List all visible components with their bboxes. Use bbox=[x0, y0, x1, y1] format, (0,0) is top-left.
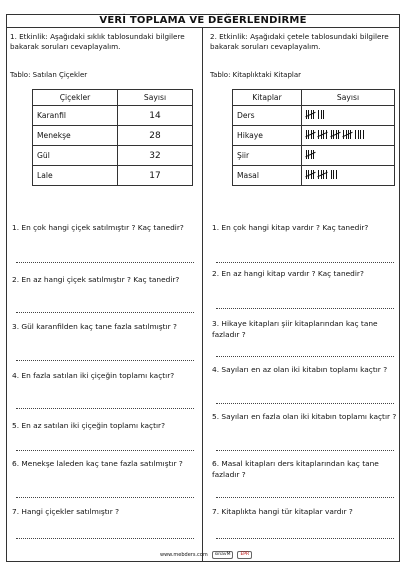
tally-group-set bbox=[306, 130, 364, 140]
tally-five bbox=[306, 110, 314, 119]
left-question-1: 1. En çok hangi çiçek satılmıştır ? Kaç tanedir? bbox=[12, 223, 184, 232]
page-title: VERİ TOPLAMA VE DEĞERLENDİRME bbox=[6, 14, 400, 28]
book-name: Şiir bbox=[233, 146, 302, 166]
tally-five bbox=[331, 130, 339, 139]
left-question-4: 4. En fazla satılan iki çiçeğin toplamı kaçtır? bbox=[12, 371, 175, 380]
tally-remainder bbox=[355, 130, 363, 139]
tally-five bbox=[306, 150, 314, 159]
answer-line bbox=[216, 262, 394, 263]
header-flowers: Çiçekler bbox=[33, 90, 118, 106]
right-column bbox=[210, 28, 400, 186]
left-question-2: 2. En az hangi çiçek satılmıştır ? Kaç tanedir? bbox=[12, 275, 180, 284]
right-question-7: 7. Kitaplıkta hangi tür kitaplar vardır ? bbox=[212, 507, 353, 516]
tally-five bbox=[306, 170, 314, 179]
left-intro: 1. Etkinlik: Aşağıdaki sıklık tablosundaki bilgilere bakarak soruları cevaplayalım. bbox=[10, 32, 185, 51]
book-name: Ders bbox=[233, 106, 302, 126]
right-question-1: 1. En çok hangi kitap vardır ? Kaç tanedir? bbox=[212, 223, 369, 232]
table-row bbox=[33, 126, 193, 146]
table-header-row bbox=[233, 90, 395, 106]
right-question-2: 2. En az hangi kitap vardır ? Kaç tanedir? bbox=[212, 269, 364, 278]
tally-five bbox=[318, 130, 326, 139]
flower-count: 17 bbox=[118, 166, 193, 186]
right-table-label: Tablo: Kitaplıktaki Kitaplar bbox=[210, 71, 301, 79]
flower-count: 14 bbox=[118, 106, 193, 126]
right-question-3: 3. Hikaye kitapları şiir kitaplarından kaç tane fazladır ? bbox=[212, 319, 378, 339]
table-row bbox=[233, 106, 395, 126]
left-table-label: Tablo: Satılan Çiçekler bbox=[10, 71, 88, 79]
table-row bbox=[233, 146, 395, 166]
answer-line bbox=[16, 450, 194, 451]
answer-line bbox=[216, 538, 394, 539]
tally-remainder bbox=[318, 110, 324, 119]
books-tally-table bbox=[232, 89, 395, 186]
table-header-row bbox=[33, 90, 193, 106]
page-footer bbox=[160, 551, 252, 559]
answer-line bbox=[16, 408, 194, 409]
tally-five bbox=[306, 130, 314, 139]
tally-marks bbox=[302, 106, 395, 126]
table-row bbox=[33, 146, 193, 166]
right-question-5: 5. Sayıları en fazla olan iki kitabın toplamı kaçtır ? bbox=[212, 412, 397, 421]
answer-line bbox=[216, 403, 394, 404]
left-question-6: 6. Menekşe laleden kaç tane fazla satılmıştır ? bbox=[12, 459, 183, 468]
header-count: Sayısı bbox=[118, 90, 193, 106]
tally-marks bbox=[302, 166, 395, 186]
answer-line bbox=[16, 312, 194, 313]
flower-count: 28 bbox=[118, 126, 193, 146]
book-name: Masal bbox=[233, 166, 302, 186]
table-row bbox=[33, 166, 193, 186]
answer-line bbox=[16, 262, 194, 263]
header-count: Sayısı bbox=[302, 90, 395, 106]
footer-badge: sınavM bbox=[212, 551, 234, 559]
right-intro: 2. Etkinlik: Aşağıdaki çetele tablosundaki bilgilere bakarak soruları cevaplayalım. bbox=[210, 32, 389, 51]
tally-marks bbox=[302, 126, 395, 146]
left-question-5: 5. En az satılan iki çiçeğin toplamı kaçtır? bbox=[12, 421, 165, 430]
answer-line bbox=[216, 450, 394, 451]
right-question-4: 4. Sayıları en az olan iki kitabın toplamı kaçtır ? bbox=[212, 365, 388, 374]
tally-five bbox=[318, 170, 326, 179]
table-row bbox=[233, 126, 395, 146]
flower-name: Gül bbox=[33, 146, 118, 166]
flower-name: Lale bbox=[33, 166, 118, 186]
flower-count: 32 bbox=[118, 146, 193, 166]
answer-line bbox=[216, 308, 394, 309]
answer-line bbox=[216, 497, 394, 498]
footer-site: www.mebders.com bbox=[160, 552, 208, 558]
tally-remainder bbox=[331, 170, 337, 179]
book-name: Hikaye bbox=[233, 126, 302, 146]
left-column bbox=[10, 28, 200, 186]
table-row bbox=[33, 106, 193, 126]
table-row bbox=[233, 166, 395, 186]
answer-line bbox=[216, 356, 394, 357]
tally-group-set bbox=[306, 110, 324, 120]
answer-line bbox=[16, 497, 194, 498]
column-divider bbox=[202, 28, 203, 562]
tally-group-set bbox=[306, 170, 337, 180]
answer-line bbox=[16, 538, 194, 539]
tally-marks bbox=[302, 146, 395, 166]
header-books: Kitaplar bbox=[233, 90, 302, 106]
tally-five bbox=[343, 130, 351, 139]
left-question-7: 7. Hangi çiçekler satılmıştır ? bbox=[12, 507, 120, 516]
left-question-3: 3. Gül karanfilden kaç tane fazla satılmıştır ? bbox=[12, 322, 177, 331]
flower-name: Menekşe bbox=[33, 126, 118, 146]
tally-group-set bbox=[306, 150, 314, 160]
answer-line bbox=[16, 360, 194, 361]
right-question-6: 6. Masal kitapları ders kitaplarından kaç tane fazladır ? bbox=[212, 459, 379, 479]
footer-badge-small: EPR bbox=[237, 551, 252, 559]
flower-name: Karanfil bbox=[33, 106, 118, 126]
flowers-frequency-table bbox=[32, 89, 193, 186]
